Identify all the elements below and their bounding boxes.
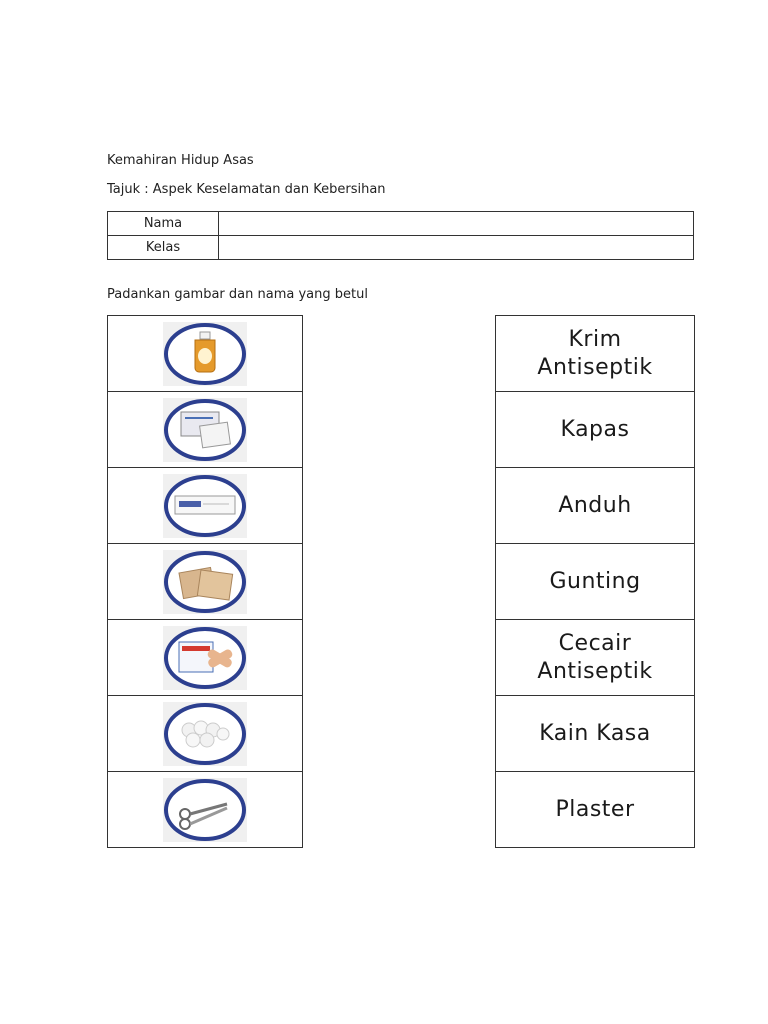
instruction-text: Padankan gambar dan nama yang betul — [107, 287, 368, 302]
word-column — [495, 315, 695, 848]
picture-cell[interactable] — [108, 392, 302, 468]
cotton-balls-icon — [163, 702, 247, 766]
word-label: Krim Antiseptik — [537, 326, 653, 380]
plaster-box-icon — [163, 626, 247, 690]
gauze-cloth-icon — [163, 550, 247, 614]
word-cell[interactable] — [496, 544, 694, 620]
antiseptic-liquid-bottle-icon — [163, 322, 247, 386]
class-field[interactable] — [219, 236, 694, 260]
gauze-pack-icon — [163, 398, 247, 462]
student-info-table — [107, 211, 694, 260]
picture-cell[interactable] — [108, 696, 302, 772]
word-label: Cecair Antiseptik — [537, 630, 653, 684]
scissors-icon — [163, 778, 247, 842]
name-field[interactable] — [219, 212, 694, 236]
word-cell[interactable] — [496, 316, 694, 392]
word-label: Plaster — [555, 796, 635, 822]
subject-title: Kemahiran Hidup Asas — [107, 153, 254, 168]
word-label: Gunting — [549, 568, 641, 594]
word-cell[interactable] — [496, 620, 694, 696]
picture-cell[interactable] — [108, 468, 302, 544]
word-cell[interactable] — [496, 772, 694, 848]
word-cell[interactable] — [496, 696, 694, 772]
picture-cell[interactable] — [108, 316, 302, 392]
word-label: Kapas — [560, 416, 630, 442]
picture-column — [107, 315, 303, 848]
picture-cell[interactable] — [108, 772, 302, 848]
antiseptic-cream-tube-icon — [163, 474, 247, 538]
topic-title: Tajuk : Aspek Keselamatan dan Kebersihan — [107, 182, 386, 197]
picture-cell[interactable] — [108, 544, 302, 620]
word-label: Kain Kasa — [539, 720, 651, 746]
class-label: Kelas — [108, 236, 219, 260]
word-label: Anduh — [558, 492, 632, 518]
name-label: Nama — [108, 212, 219, 236]
picture-cell[interactable] — [108, 620, 302, 696]
word-cell[interactable] — [496, 392, 694, 468]
word-cell[interactable] — [496, 468, 694, 544]
